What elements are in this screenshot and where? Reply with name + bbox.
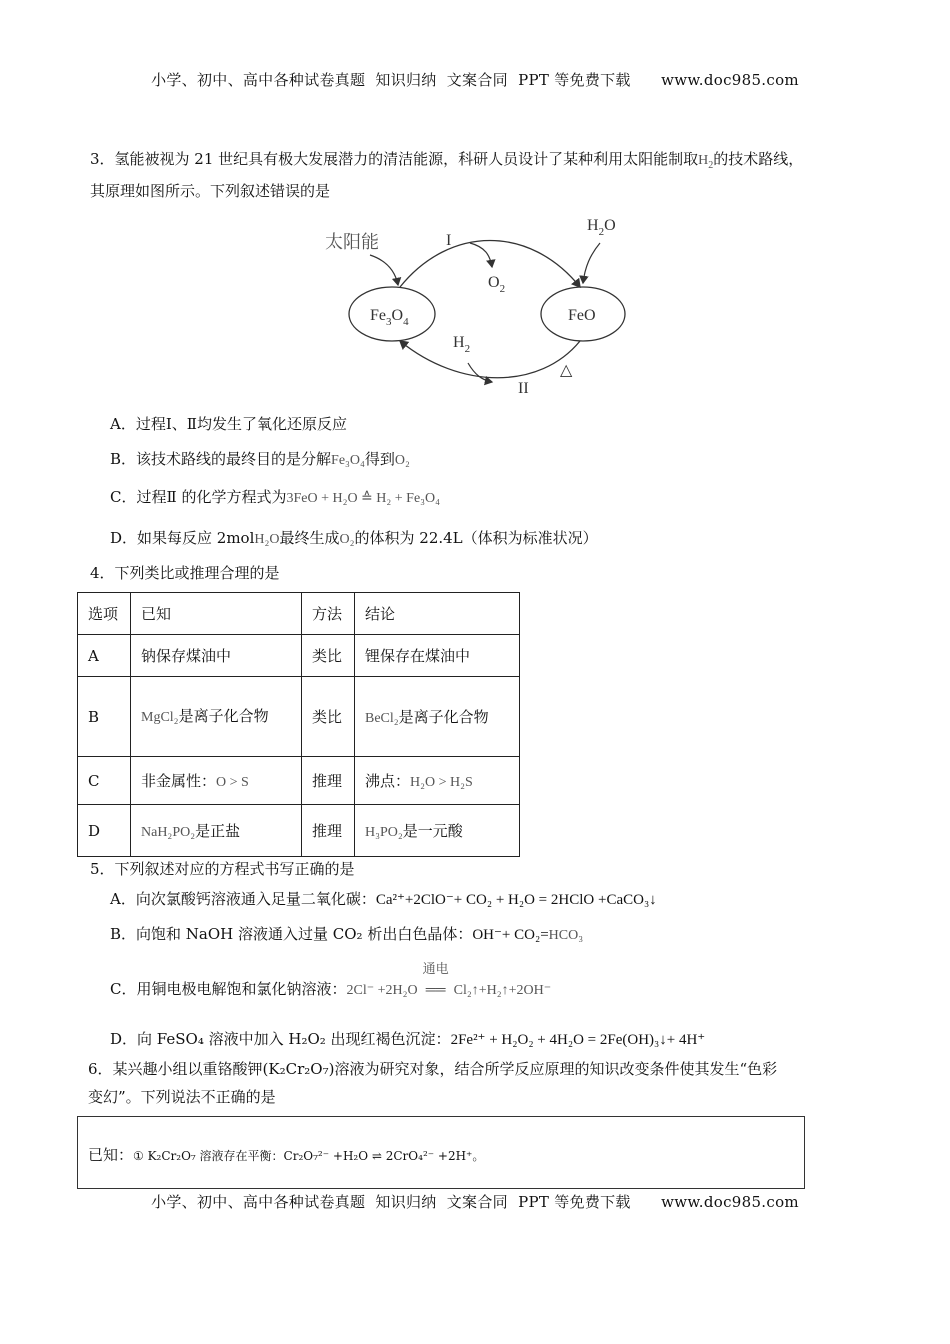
process-2-label: II: [518, 380, 529, 395]
row-d-method: 推理: [302, 805, 355, 857]
q5-stem: 5．下列叙述对应的方程式书写正确的是: [90, 860, 355, 878]
q4-stem: 4．下列类比或推理合理的是: [90, 564, 280, 582]
row-c-method: 推理: [302, 757, 355, 805]
header-method: 方法: [302, 593, 355, 635]
row-a-conclusion: 锂保存在煤油中: [355, 635, 520, 677]
row-c-conclusion: 沸点：H₂O > H₂S: [355, 757, 520, 805]
feo-label: FeO: [568, 307, 596, 324]
q3-option-a: A．过程Ⅰ、Ⅱ均发生了氧化还原反应: [110, 415, 347, 433]
q3-stem-h2: $H_2$: [698, 153, 714, 171]
table-row: [78, 677, 520, 757]
row-b-option: B: [78, 677, 131, 757]
page-footer: 小学、初中、高中各种试卷真题 知识归纳 文案合同 PPT 等免费下载 www.doc985.com: [151, 1193, 799, 1211]
q6-known-content: [88, 1144, 484, 1167]
q3-stem-text: 3．氢能被视为 21 世纪具有极大发展潜力的清洁能源，科研人员设计了某种利用太阳能制取: [90, 150, 699, 168]
process-1-label: I: [446, 232, 452, 249]
q6-known-box: [77, 1116, 805, 1189]
q3-reaction-diagram: [300, 205, 660, 395]
h2-label: $H_2$: [453, 334, 471, 355]
q5-option-c: C．用铜电极电解饱和氯化钠溶液：2Cl⁻ +2H₂O 通电 ══ Cl₂↑+H₂↑+2OH⁻: [110, 978, 551, 1002]
known-equilibrium: ① K₂Cr₂O₇ 溶液存在平衡：Cr₂O₇²⁻ +H₂O ⇌ 2CrO₄²⁻ +2H⁺。: [133, 1149, 485, 1163]
q5-option-a: A．向次氯酸钙溶液通入足量二氧化碳：Ca²⁺+2ClO⁻+ CO₂ + H₂O = 2HClO +CaCO₃↓: [110, 890, 657, 908]
o2-label: $O_2$: [488, 274, 506, 295]
row-b-method: 类比: [302, 677, 355, 757]
row-b-conclusion: BeCl₂是离子化合物: [355, 677, 520, 757]
header-known: 已知: [131, 593, 302, 635]
row-d-known: NaH₂PO₂是正盐: [131, 805, 302, 857]
header-option: 选项: [78, 593, 131, 635]
sun-label: 太阳能: [325, 232, 379, 253]
electrolysis-condition: 通电: [422, 961, 449, 976]
q4-table: [77, 592, 520, 857]
q6-stem-line2: 变幻”。下列说法不正确的是: [88, 1088, 276, 1106]
o2-arrow: [470, 243, 492, 267]
sun-arrow: [370, 255, 398, 285]
h2o-arrow: [583, 243, 600, 283]
h2-arrow: [468, 363, 492, 382]
row-c-known: 非金属性：O > S: [131, 757, 302, 805]
q3-option-b: B．该技术路线的最终目的是分解Fe₃O₄得到O₂: [110, 450, 410, 468]
q3-option-c: C．过程Ⅱ 的化学方程式为3FeO + H₂O ≙ H₂ + Fe₃O₄: [110, 488, 441, 506]
q3-option-d: D．如果每反应 2molH₂O最终生成O₂的体积为 22.4L（体积为标准状况）: [110, 529, 598, 547]
q3-stem-text-end: 的技术路线，: [713, 150, 804, 168]
table-row: [78, 805, 520, 857]
heat-symbol: △: [560, 360, 573, 379]
known-label: 已知：: [88, 1146, 134, 1164]
table-header-row: [78, 593, 520, 635]
q3-stem-line1: [90, 148, 803, 177]
table-row: [78, 757, 520, 805]
row-d-option: D: [78, 805, 131, 857]
row-a-method: 类比: [302, 635, 355, 677]
fe3o4-label: $Fe_3O_4$: [370, 307, 409, 328]
row-b-known: MgCl₂是离子化合物: [131, 677, 302, 757]
page-header: 小学、初中、高中各种试卷真题 知识归纳 文案合同 PPT 等免费下载 www.doc985.com: [151, 71, 799, 89]
h2o-label: $H_2O$: [587, 217, 616, 238]
header-conclusion: 结论: [355, 593, 520, 635]
q3-stem-line2: 其原理如图所示。下列叙述错误的是: [90, 182, 331, 200]
table-row: [78, 635, 520, 677]
row-c-option: C: [78, 757, 131, 805]
q5-option-b: B．向饱和 NaOH 溶液通入过量 CO₂ 析出白色晶体：OH⁻+ CO₂=HCO₃: [110, 925, 584, 943]
row-d-conclusion: H₃PO₂是一元酸: [355, 805, 520, 857]
row-a-option: A: [78, 635, 131, 677]
row-a-known: 钠保存煤油中: [131, 635, 302, 677]
q6-stem-line1: 6．某兴趣小组以重铬酸钾(K₂Cr₂O₇)溶液为研究对象，结合所学反应原理的知识改变条件使其发生“色彩: [88, 1060, 778, 1078]
process-2-arrow: [400, 341, 580, 378]
q5-option-d: D．向 FeSO₄ 溶液中加入 H₂O₂ 出现红褐色沉淀：2Fe²⁺ + H₂O₂ + 4H₂O = 2Fe(OH)₃↓+ 4H⁺: [110, 1030, 706, 1048]
